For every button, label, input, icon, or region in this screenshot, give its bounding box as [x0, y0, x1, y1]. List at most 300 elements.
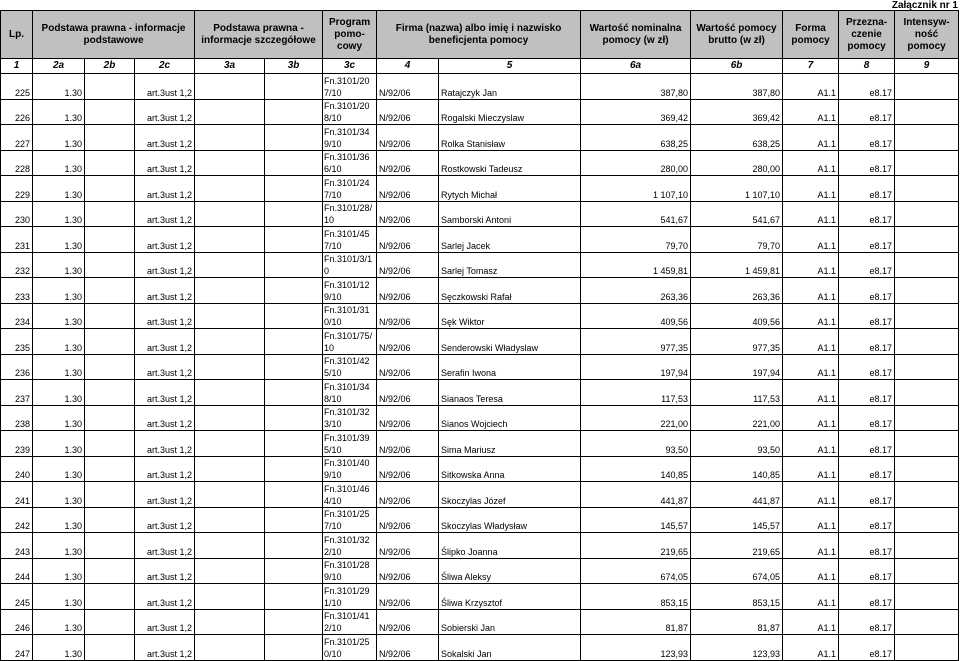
legal-basis-2c-cell: art.3ust 1,2 [135, 405, 195, 431]
aid-intensity-cell [895, 278, 959, 304]
beneficiary-cell: Śliwa Krzysztof [439, 584, 581, 610]
program-cell: Fn.3101/28/ 10 [323, 201, 377, 227]
gross-value-cell: 197,94 [691, 354, 783, 380]
header-beneficiary: Firma (nazwa) albo imię i nazwisko beneficjenta pomocy [377, 11, 581, 59]
legal-basis-3a-cell [195, 176, 265, 202]
legal-basis-2c-cell: art.3ust 1,2 [135, 278, 195, 304]
program-cell: Fn.3101/3/1 0 [323, 252, 377, 278]
aid-purpose-cell: e8.17 [839, 456, 895, 482]
aid-intensity-cell [895, 507, 959, 533]
legal-basis-2b-cell [85, 584, 135, 610]
legal-basis-2a-cell: 1.30 [33, 278, 85, 304]
aid-purpose-cell: e8.17 [839, 405, 895, 431]
gross-value-cell: 123,93 [691, 635, 783, 661]
legal-basis-2b-cell [85, 303, 135, 329]
header-aid-intensity: Intensyw-ność pomocy [895, 11, 959, 59]
aid-intensity-cell [895, 431, 959, 457]
aid-purpose-cell: e8.17 [839, 609, 895, 635]
legal-basis-2b-cell [85, 431, 135, 457]
legal-basis-2c-cell: art.3ust 1,2 [135, 482, 195, 508]
aid-form-cell: A1.1 [783, 609, 839, 635]
beneficiary-cell: Sima Mariusz [439, 431, 581, 457]
legal-basis-3b-cell [265, 507, 323, 533]
legal-basis-2b-cell [85, 252, 135, 278]
nominal-value-cell: 145,57 [581, 507, 691, 533]
legal-basis-2a-cell: 1.30 [33, 74, 85, 100]
aid-intensity-cell [895, 329, 959, 355]
gross-value-cell: 1 107,10 [691, 176, 783, 202]
legal-basis-2a-cell: 1.30 [33, 456, 85, 482]
legal-basis-2a-cell: 1.30 [33, 329, 85, 355]
nominal-value-cell: 369,42 [581, 99, 691, 125]
legal-basis-3b-cell [265, 456, 323, 482]
nominal-value-cell: 197,94 [581, 354, 691, 380]
header-program: Program pomo-cowy [323, 11, 377, 59]
legal-basis-2c-cell: art.3ust 1,2 [135, 354, 195, 380]
aid-purpose-cell: e8.17 [839, 150, 895, 176]
aid-intensity-cell [895, 125, 959, 151]
lp-cell: 233 [1, 278, 33, 304]
aid-purpose-cell: e8.17 [839, 227, 895, 253]
legal-basis-2c-cell: art.3ust 1,2 [135, 507, 195, 533]
aid-number-cell: N/92/06 [377, 201, 439, 227]
column-number: 3c [323, 59, 377, 74]
gross-value-cell: 221,00 [691, 405, 783, 431]
legal-basis-2b-cell [85, 482, 135, 508]
nominal-value-cell: 853,15 [581, 584, 691, 610]
table-row [1, 507, 959, 533]
aid-purpose-cell: e8.17 [839, 329, 895, 355]
lp-cell: 232 [1, 252, 33, 278]
aid-form-cell: A1.1 [783, 482, 839, 508]
aid-form-cell: A1.1 [783, 227, 839, 253]
gross-value-cell: 263,36 [691, 278, 783, 304]
column-number-row [1, 59, 959, 74]
aid-form-cell: A1.1 [783, 99, 839, 125]
legal-basis-3a-cell [195, 584, 265, 610]
gross-value-cell: 81,87 [691, 609, 783, 635]
aid-number-cell: N/92/06 [377, 405, 439, 431]
legal-basis-2c-cell: art.3ust 1,2 [135, 74, 195, 100]
table-row [1, 329, 959, 355]
legal-basis-2b-cell [85, 635, 135, 661]
lp-cell: 230 [1, 201, 33, 227]
aid-intensity-cell [895, 482, 959, 508]
aid-intensity-cell [895, 252, 959, 278]
lp-cell: 237 [1, 380, 33, 406]
aid-purpose-cell: e8.17 [839, 252, 895, 278]
aid-number-cell: N/92/06 [377, 125, 439, 151]
legal-basis-2c-cell: art.3ust 1,2 [135, 380, 195, 406]
aid-intensity-cell [895, 533, 959, 559]
gross-value-cell: 219,65 [691, 533, 783, 559]
legal-basis-2c-cell: art.3ust 1,2 [135, 252, 195, 278]
table-row [1, 278, 959, 304]
aid-purpose-cell: e8.17 [839, 74, 895, 100]
gross-value-cell: 145,57 [691, 507, 783, 533]
legal-basis-2a-cell: 1.30 [33, 125, 85, 151]
legal-basis-3a-cell [195, 507, 265, 533]
legal-basis-3b-cell [265, 303, 323, 329]
program-cell: Fn.3101/20 7/10 [323, 74, 377, 100]
nominal-value-cell: 280,00 [581, 150, 691, 176]
lp-cell: 229 [1, 176, 33, 202]
lp-cell: 228 [1, 150, 33, 176]
aid-number-cell: N/92/06 [377, 74, 439, 100]
legal-basis-2b-cell [85, 354, 135, 380]
legal-basis-2b-cell [85, 227, 135, 253]
legal-basis-2c-cell: art.3ust 1,2 [135, 609, 195, 635]
legal-basis-3b-cell [265, 558, 323, 584]
aid-intensity-cell [895, 150, 959, 176]
gross-value-cell: 1 459,81 [691, 252, 783, 278]
table-row [1, 303, 959, 329]
column-number: 6a [581, 59, 691, 74]
aid-number-cell: N/92/06 [377, 482, 439, 508]
aid-number-cell: N/92/06 [377, 431, 439, 457]
aid-number-cell: N/92/06 [377, 533, 439, 559]
table-row [1, 456, 959, 482]
program-cell: Fn.3101/41 2/10 [323, 609, 377, 635]
legal-basis-3a-cell [195, 125, 265, 151]
legal-basis-3a-cell [195, 482, 265, 508]
legal-basis-2b-cell [85, 150, 135, 176]
aid-form-cell: A1.1 [783, 533, 839, 559]
legal-basis-3b-cell [265, 125, 323, 151]
nominal-value-cell: 219,65 [581, 533, 691, 559]
aid-form-cell: A1.1 [783, 150, 839, 176]
header-nominal-value: Wartość nominalna pomocy (w zł) [581, 11, 691, 59]
legal-basis-3b-cell [265, 380, 323, 406]
legal-basis-3a-cell [195, 635, 265, 661]
legal-basis-2a-cell: 1.30 [33, 431, 85, 457]
aid-number-cell: N/92/06 [377, 329, 439, 355]
header-aid-purpose: Przezna-czenie pomocy [839, 11, 895, 59]
legal-basis-2a-cell: 1.30 [33, 354, 85, 380]
legal-basis-2a-cell: 1.30 [33, 303, 85, 329]
aid-purpose-cell: e8.17 [839, 533, 895, 559]
nominal-value-cell: 1 107,10 [581, 176, 691, 202]
legal-basis-3a-cell [195, 431, 265, 457]
nominal-value-cell: 81,87 [581, 609, 691, 635]
header-basic-legal-basis: Podstawa prawna - informacje podstawowe [33, 11, 195, 59]
program-cell: Fn.3101/40 9/10 [323, 456, 377, 482]
aid-number-cell: N/92/06 [377, 354, 439, 380]
table-row [1, 584, 959, 610]
program-cell: Fn.3101/28 9/10 [323, 558, 377, 584]
legal-basis-3a-cell [195, 380, 265, 406]
legal-basis-2a-cell: 1.30 [33, 635, 85, 661]
aid-purpose-cell: e8.17 [839, 584, 895, 610]
legal-basis-2a-cell: 1.30 [33, 150, 85, 176]
legal-basis-2a-cell: 1.30 [33, 176, 85, 202]
aid-form-cell: A1.1 [783, 507, 839, 533]
legal-basis-2c-cell: art.3ust 1,2 [135, 533, 195, 559]
nominal-value-cell: 977,35 [581, 329, 691, 355]
gross-value-cell: 387,80 [691, 74, 783, 100]
legal-basis-2c-cell: art.3ust 1,2 [135, 201, 195, 227]
table-body [1, 74, 959, 661]
legal-basis-2a-cell: 1.30 [33, 482, 85, 508]
lp-cell: 246 [1, 609, 33, 635]
table-row [1, 74, 959, 100]
nominal-value-cell: 638,25 [581, 125, 691, 151]
aid-form-cell: A1.1 [783, 431, 839, 457]
aid-intensity-cell [895, 99, 959, 125]
legal-basis-3a-cell [195, 558, 265, 584]
table-row [1, 635, 959, 661]
program-cell: Fn.3101/29 1/10 [323, 584, 377, 610]
nominal-value-cell: 674,05 [581, 558, 691, 584]
beneficiary-cell: Sęczkowski Rafał [439, 278, 581, 304]
table-row [1, 533, 959, 559]
legal-basis-2c-cell: art.3ust 1,2 [135, 431, 195, 457]
legal-basis-2b-cell [85, 74, 135, 100]
beneficiary-cell: Sitkowska Anna [439, 456, 581, 482]
table-row [1, 125, 959, 151]
program-cell: Fn.3101/12 9/10 [323, 278, 377, 304]
program-cell: Fn.3101/39 5/10 [323, 431, 377, 457]
legal-basis-3a-cell [195, 533, 265, 559]
legal-basis-3a-cell [195, 201, 265, 227]
column-number: 9 [895, 59, 959, 74]
nominal-value-cell: 409,56 [581, 303, 691, 329]
aid-form-cell: A1.1 [783, 252, 839, 278]
legal-basis-2c-cell: art.3ust 1,2 [135, 558, 195, 584]
aid-intensity-cell [895, 176, 959, 202]
aid-intensity-cell [895, 354, 959, 380]
gross-value-cell: 93,50 [691, 431, 783, 457]
beneficiary-cell: Rostkowski Tadeusz [439, 150, 581, 176]
legal-basis-2a-cell: 1.30 [33, 252, 85, 278]
beneficiary-cell: Sarlej Tomasz [439, 252, 581, 278]
gross-value-cell: 541,67 [691, 201, 783, 227]
program-cell: Fn.3101/25 0/10 [323, 635, 377, 661]
column-number: 8 [839, 59, 895, 74]
aid-intensity-cell [895, 380, 959, 406]
nominal-value-cell: 117,53 [581, 380, 691, 406]
legal-basis-3b-cell [265, 354, 323, 380]
legal-basis-3a-cell [195, 609, 265, 635]
aid-form-cell: A1.1 [783, 303, 839, 329]
aid-form-cell: A1.1 [783, 329, 839, 355]
column-number: 3a [195, 59, 265, 74]
legal-basis-2b-cell [85, 201, 135, 227]
legal-basis-2b-cell [85, 329, 135, 355]
lp-cell: 226 [1, 99, 33, 125]
gross-value-cell: 117,53 [691, 380, 783, 406]
aid-purpose-cell: e8.17 [839, 125, 895, 151]
legal-basis-2b-cell [85, 405, 135, 431]
legal-basis-3a-cell [195, 74, 265, 100]
legal-basis-2b-cell [85, 380, 135, 406]
legal-basis-3b-cell [265, 329, 323, 355]
legal-basis-2a-cell: 1.30 [33, 227, 85, 253]
table-row [1, 201, 959, 227]
gross-value-cell: 638,25 [691, 125, 783, 151]
lp-cell: 234 [1, 303, 33, 329]
aid-form-cell: A1.1 [783, 354, 839, 380]
legal-basis-2a-cell: 1.30 [33, 533, 85, 559]
header-lp: Lp. [1, 11, 33, 59]
column-number: 5 [439, 59, 581, 74]
aid-intensity-cell [895, 405, 959, 431]
legal-basis-2a-cell: 1.30 [33, 380, 85, 406]
table-row [1, 609, 959, 635]
aid-number-cell: N/92/06 [377, 278, 439, 304]
column-number: 4 [377, 59, 439, 74]
beneficiary-cell: Ślipko Joanna [439, 533, 581, 559]
legal-basis-3a-cell [195, 99, 265, 125]
legal-basis-2c-cell: art.3ust 1,2 [135, 303, 195, 329]
aid-number-cell: N/92/06 [377, 584, 439, 610]
header-aid-form: Forma pomocy [783, 11, 839, 59]
beneficiary-cell: Rytych Michał [439, 176, 581, 202]
aid-form-cell: A1.1 [783, 278, 839, 304]
beneficiary-cell: Śliwa Aleksy [439, 558, 581, 584]
legal-basis-2a-cell: 1.30 [33, 507, 85, 533]
aid-purpose-cell: e8.17 [839, 558, 895, 584]
aid-intensity-cell [895, 635, 959, 661]
aid-purpose-cell: e8.17 [839, 99, 895, 125]
legal-basis-3a-cell [195, 354, 265, 380]
column-number: 7 [783, 59, 839, 74]
aid-purpose-cell: e8.17 [839, 635, 895, 661]
legal-basis-2a-cell: 1.30 [33, 558, 85, 584]
legal-basis-2b-cell [85, 99, 135, 125]
gross-value-cell: 853,15 [691, 584, 783, 610]
legal-basis-2c-cell: art.3ust 1,2 [135, 329, 195, 355]
aid-number-cell: N/92/06 [377, 456, 439, 482]
column-number: 2c [135, 59, 195, 74]
lp-cell: 247 [1, 635, 33, 661]
legal-basis-3a-cell [195, 252, 265, 278]
nominal-value-cell: 1 459,81 [581, 252, 691, 278]
aid-number-cell: N/92/06 [377, 227, 439, 253]
gross-value-cell: 140,85 [691, 456, 783, 482]
aid-number-cell: N/92/06 [377, 176, 439, 202]
aid-form-cell: A1.1 [783, 176, 839, 202]
legal-basis-2b-cell [85, 456, 135, 482]
legal-basis-2c-cell: art.3ust 1,2 [135, 150, 195, 176]
program-cell: Fn.3101/45 7/10 [323, 227, 377, 253]
legal-basis-2b-cell [85, 507, 135, 533]
lp-cell: 239 [1, 431, 33, 457]
aid-number-cell: N/92/06 [377, 252, 439, 278]
legal-basis-2a-cell: 1.30 [33, 405, 85, 431]
legal-basis-2c-cell: art.3ust 1,2 [135, 176, 195, 202]
aid-intensity-cell [895, 227, 959, 253]
aid-intensity-cell [895, 303, 959, 329]
beneficiary-cell: Sokalski Jan [439, 635, 581, 661]
program-cell: Fn.3101/42 5/10 [323, 354, 377, 380]
lp-cell: 244 [1, 558, 33, 584]
legal-basis-3b-cell [265, 431, 323, 457]
aid-intensity-cell [895, 74, 959, 100]
column-number: 2b [85, 59, 135, 74]
nominal-value-cell: 263,36 [581, 278, 691, 304]
legal-basis-3b-cell [265, 176, 323, 202]
table-row [1, 482, 959, 508]
legal-basis-2b-cell [85, 609, 135, 635]
aid-number-cell: N/92/06 [377, 558, 439, 584]
header-row [1, 11, 959, 59]
legal-basis-2a-cell: 1.30 [33, 201, 85, 227]
beneficiary-cell: Rolka Stanisław [439, 125, 581, 151]
legal-basis-2c-cell: art.3ust 1,2 [135, 227, 195, 253]
lp-cell: 235 [1, 329, 33, 355]
legal-basis-3b-cell [265, 533, 323, 559]
aid-form-cell: A1.1 [783, 456, 839, 482]
gross-value-cell: 409,56 [691, 303, 783, 329]
program-cell: Fn.3101/75/ 10 [323, 329, 377, 355]
table-row [1, 99, 959, 125]
gross-value-cell: 977,35 [691, 329, 783, 355]
legal-basis-2c-cell: art.3ust 1,2 [135, 99, 195, 125]
gross-value-cell: 674,05 [691, 558, 783, 584]
legal-basis-2c-cell: art.3ust 1,2 [135, 635, 195, 661]
beneficiary-cell: Ratajczyk Jan [439, 74, 581, 100]
legal-basis-3b-cell [265, 635, 323, 661]
aid-number-cell: N/92/06 [377, 150, 439, 176]
program-cell: Fn.3101/34 8/10 [323, 380, 377, 406]
legal-basis-3b-cell [265, 99, 323, 125]
legal-basis-2b-cell [85, 533, 135, 559]
aid-form-cell: A1.1 [783, 201, 839, 227]
aid-purpose-cell: e8.17 [839, 507, 895, 533]
aid-purpose-cell: e8.17 [839, 431, 895, 457]
legal-basis-3b-cell [265, 201, 323, 227]
gross-value-cell: 441,87 [691, 482, 783, 508]
aid-number-cell: N/92/06 [377, 99, 439, 125]
lp-cell: 227 [1, 125, 33, 151]
table-row [1, 252, 959, 278]
lp-cell: 240 [1, 456, 33, 482]
table-row [1, 354, 959, 380]
aid-purpose-cell: e8.17 [839, 482, 895, 508]
legal-basis-2b-cell [85, 125, 135, 151]
program-cell: Fn.3101/46 4/10 [323, 482, 377, 508]
aid-purpose-cell: e8.17 [839, 176, 895, 202]
legal-basis-3b-cell [265, 482, 323, 508]
aid-number-cell: N/92/06 [377, 635, 439, 661]
lp-cell: 243 [1, 533, 33, 559]
program-cell: Fn.3101/34 9/10 [323, 125, 377, 151]
lp-cell: 231 [1, 227, 33, 253]
legal-basis-3b-cell [265, 150, 323, 176]
program-cell: Fn.3101/36 6/10 [323, 150, 377, 176]
program-cell: Fn.3101/31 0/10 [323, 303, 377, 329]
nominal-value-cell: 387,80 [581, 74, 691, 100]
nominal-value-cell: 541,67 [581, 201, 691, 227]
program-cell: Fn.3101/25 7/10 [323, 507, 377, 533]
aid-form-cell: A1.1 [783, 558, 839, 584]
legal-basis-2b-cell [85, 278, 135, 304]
aid-number-cell: N/92/06 [377, 380, 439, 406]
legal-basis-2b-cell [85, 176, 135, 202]
legal-basis-3b-cell [265, 584, 323, 610]
table-row [1, 431, 959, 457]
lp-cell: 238 [1, 405, 33, 431]
legal-basis-3b-cell [265, 252, 323, 278]
aid-purpose-cell: e8.17 [839, 278, 895, 304]
nominal-value-cell: 441,87 [581, 482, 691, 508]
aid-purpose-cell: e8.17 [839, 201, 895, 227]
beneficiary-cell: Sęk Wiktor [439, 303, 581, 329]
lp-cell: 225 [1, 74, 33, 100]
lp-cell: 241 [1, 482, 33, 508]
legal-basis-3b-cell [265, 278, 323, 304]
